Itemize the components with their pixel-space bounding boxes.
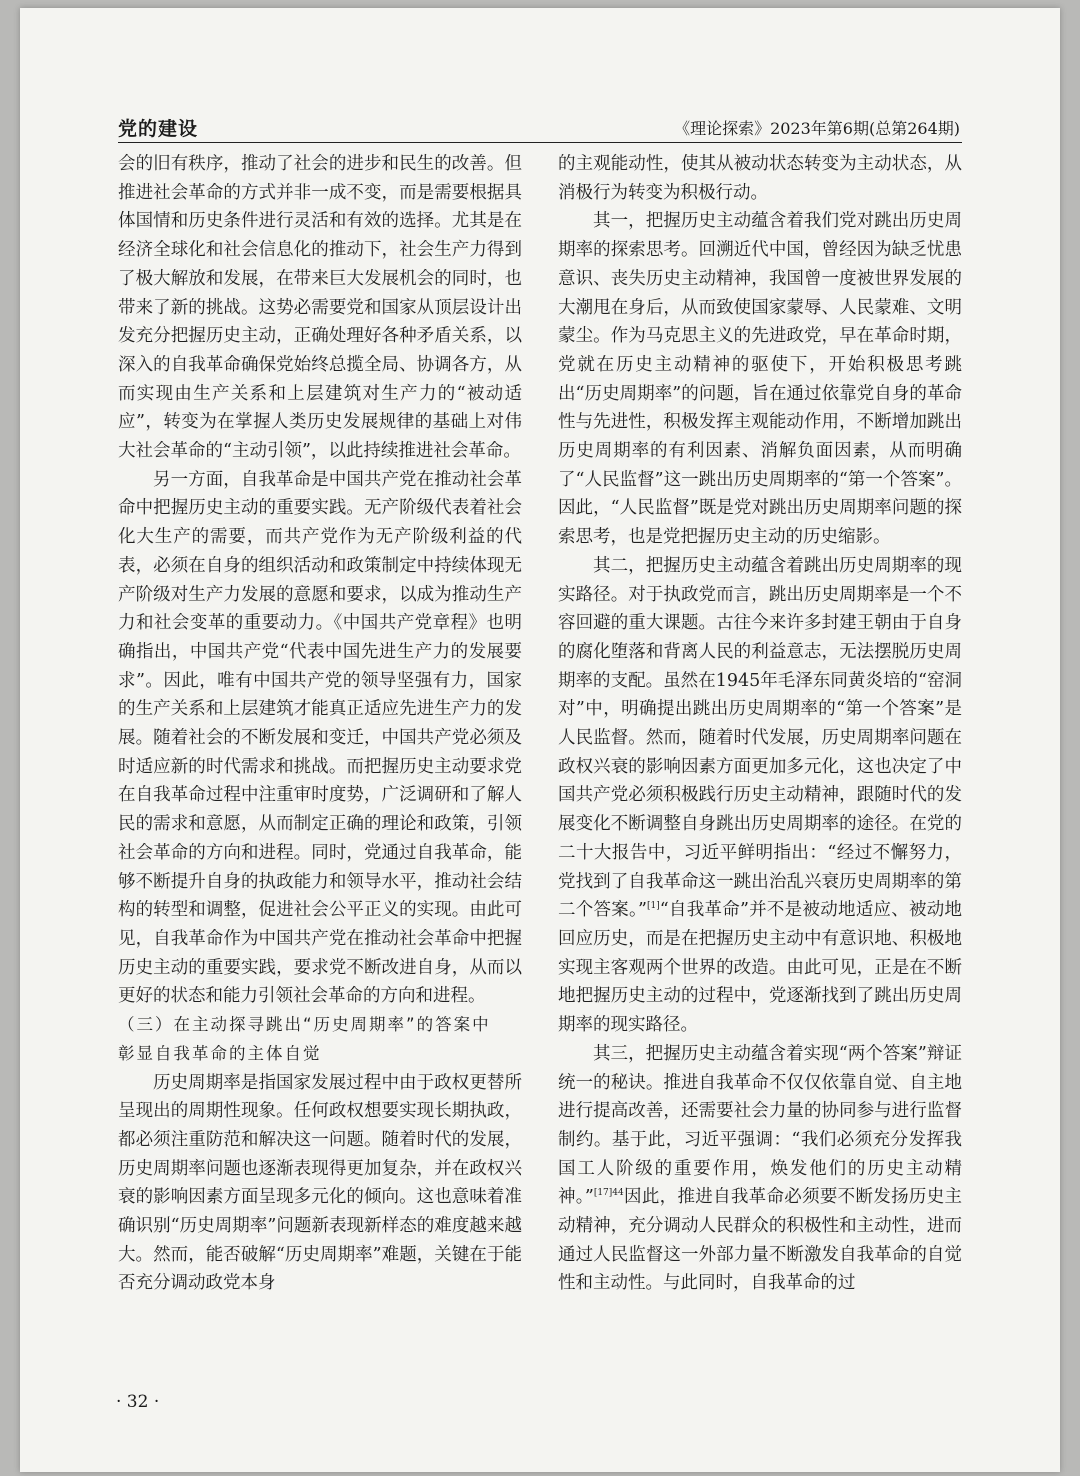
page-number: · 32 ·	[116, 1392, 160, 1412]
paragraph: 另一方面，自我革命是中国共产党在推动社会革命中把握历史主动的重要实践。无产阶级代表着社会化大生产的需要，而共产党作为无产阶级利益的代表，必须在自身的组织活动和政策制定中持续体现无产阶级对生产力发展的意愿和要求，以成为推动生产力和社会变革的重要动力。《中国共产党章程》也明确指出，中国共产党“代表中国先进生产力的发展要求”。因此，唯有中国共产党的领导坚强有力，国家的生产关系和上层建筑才能真正适应先进生产力的发展。随着社会的不断发展和变迁，中国共产党必须及时适应新的时代需求和挑战。而把握历史主动要求党在自我革命过程中注重审时度势，广泛调研和了解人民的需求和意愿，从而制定正确的理论和政策，引领社会革命的方向和进程。同时，党通过自我革命，能够不断提升自身的执政能力和领导水平，推动社会结构的转型和调整，促进社会公平正义的实现。由此可见，自我革命作为中国共产党在推动社会革命中把握历史主动的重要实践，要求党不断改进自身，从而以更好的状态和能力引领社会革命的方向和进程。	[118, 469, 522, 1007]
paragraph: 其一，把握历史主动蕴含着我们党对跳出历史周期率的探索思考。回溯近代中国，曾经因为缺乏忧患意识、丧失历史主动精神，我国曾一度被世界发展的大潮甩在身后，从而致使国家蒙辱、人民蒙难、文明蒙尘。作为马克思主义的先进政党，早在革命时期，党就在历史主动精神的驱使下，开始积极思考跳出“历史周期率”的问题，旨在通过依靠党自身的革命性与先进性，积极发挥主观能动作用，不断增加跳出历史周期率的有利因素、消解负面因素，从而明确了“人民监督”这一跳出历史周期率的“第一个答案”。因此，“人民监督”既是党对跳出历史周期率问题的探索思考，也是党把握历史主动的历史缩影。	[558, 211, 962, 548]
paragraph	[558, 552, 962, 1040]
section-title: 党的建设	[118, 118, 199, 140]
citation-note: [17]44	[593, 1188, 624, 1199]
citation-note: [1]	[646, 901, 660, 912]
header-rule	[118, 142, 962, 143]
left-column	[118, 150, 522, 1298]
paragraph-text: 因此，推进自我革命必须要不断发扬历史主动精神，充分调动人民群众的积极性和主动性，进而通过人民监督这一外部力量不断激发自我革命的自觉性和主动性。与此同时，自我革命的过	[558, 1187, 963, 1294]
paragraph: 的主观能动性，使其从被动状态转变为主动状态，从消极行为转变为积极行动。	[558, 154, 962, 203]
right-column	[558, 150, 962, 1298]
paragraph-text: 其三，把握历史主动蕴含着实现“两个答案”辩证统一的秘诀。推进自我革命不仅仅依靠自觉、自主地进行提高改善，还需要社会力量的协同参与进行监督制约。基于此，习近平强调：“我们必须充分发挥我国工人阶级的重要作用，焕发他们的历史主动精神。”	[558, 1043, 962, 1208]
paragraph: 历史周期率是指国家发展过程中由于政权更替所呈现出的周期性现象。任何政权想要实现长期执政，都必须注重防范和解决这一问题。随着时代的发展，历史周期率问题也逐渐表现得更加复杂，并在政权兴衰的影响因素方面呈现多元化的倾向。这也意味着准确识别“历史周期率”问题新表现新样态的难度越来越大。然而，能否破解“历史周期率”难题，关键在于能否充分调动政党本身	[118, 1072, 522, 1294]
subheading: （三）在主动探寻跳出“历史周期率”的答案中	[118, 1015, 491, 1035]
paragraph-text: “自我革命”并不是被动地适应、被动地回应历史，而是在把握历史主动中有意识地、积极地实现主客观两个世界的改造。由此可见，正是在不断地把握历史主动的过程中，党逐渐找到了跳出历史周期率的现实路径。	[558, 900, 962, 1036]
paragraph	[558, 1040, 962, 1298]
paragraph: 会的旧有秩序，推动了社会的进步和民生的改善。但推进社会革命的方式并非一成不变，而是需要根据具体国情和历史条件进行灵活和有效的选择。尤其是在经济全球化和社会信息化的推动下，社会生产力得到了极大解放和发展，在带来巨大发展机会的同时，也带来了新的挑战。这势必需要党和国家从顶层设计出发充分把握历史主动，正确处理好各种矛盾关系，以深入的自我革命确保党始终总揽全局、协调各方，从而实现由生产关系和上层建筑对生产力的“被动适应”，转变为在掌握人类历史发展规律的基础上对伟大社会革命的“主动引领”，以此持续推进社会革命。	[118, 154, 522, 462]
paragraph-text: 其二，把握历史主动蕴含着跳出历史周期率的现实路径。对于执政党而言，跳出历史周期率是一个不容回避的重大课题。古往今来许多封建王朝由于自身的腐化堕落和背离人民的利益意志，无法摆脱历史周期率的支配。虽然在1945年毛泽东同黄炎培的“窑洞对”中，明确提出跳出历史周期率的“第一个答案”是人民监督。然而，随着时代发展，历史周期率问题在政权兴衰的影响因素方面更加多元化，这也决定了中国共产党必须积极践行历史主动精神，跟随时代的发展变化不断调整自身跳出历史周期率的途径。在党的二十大报告中，习近平鲜明指出：“经过不懈努力，党找到了自我革命这一跳出治乱兴衰历史周期率的第二个答案。”	[558, 555, 962, 921]
journal-page	[20, 8, 1060, 1472]
subheading-continued: 彰显自我革命的主体自觉	[118, 1043, 322, 1063]
journal-issue-info: 《理论探索》2023年第6期(总第264期)	[674, 119, 960, 138]
